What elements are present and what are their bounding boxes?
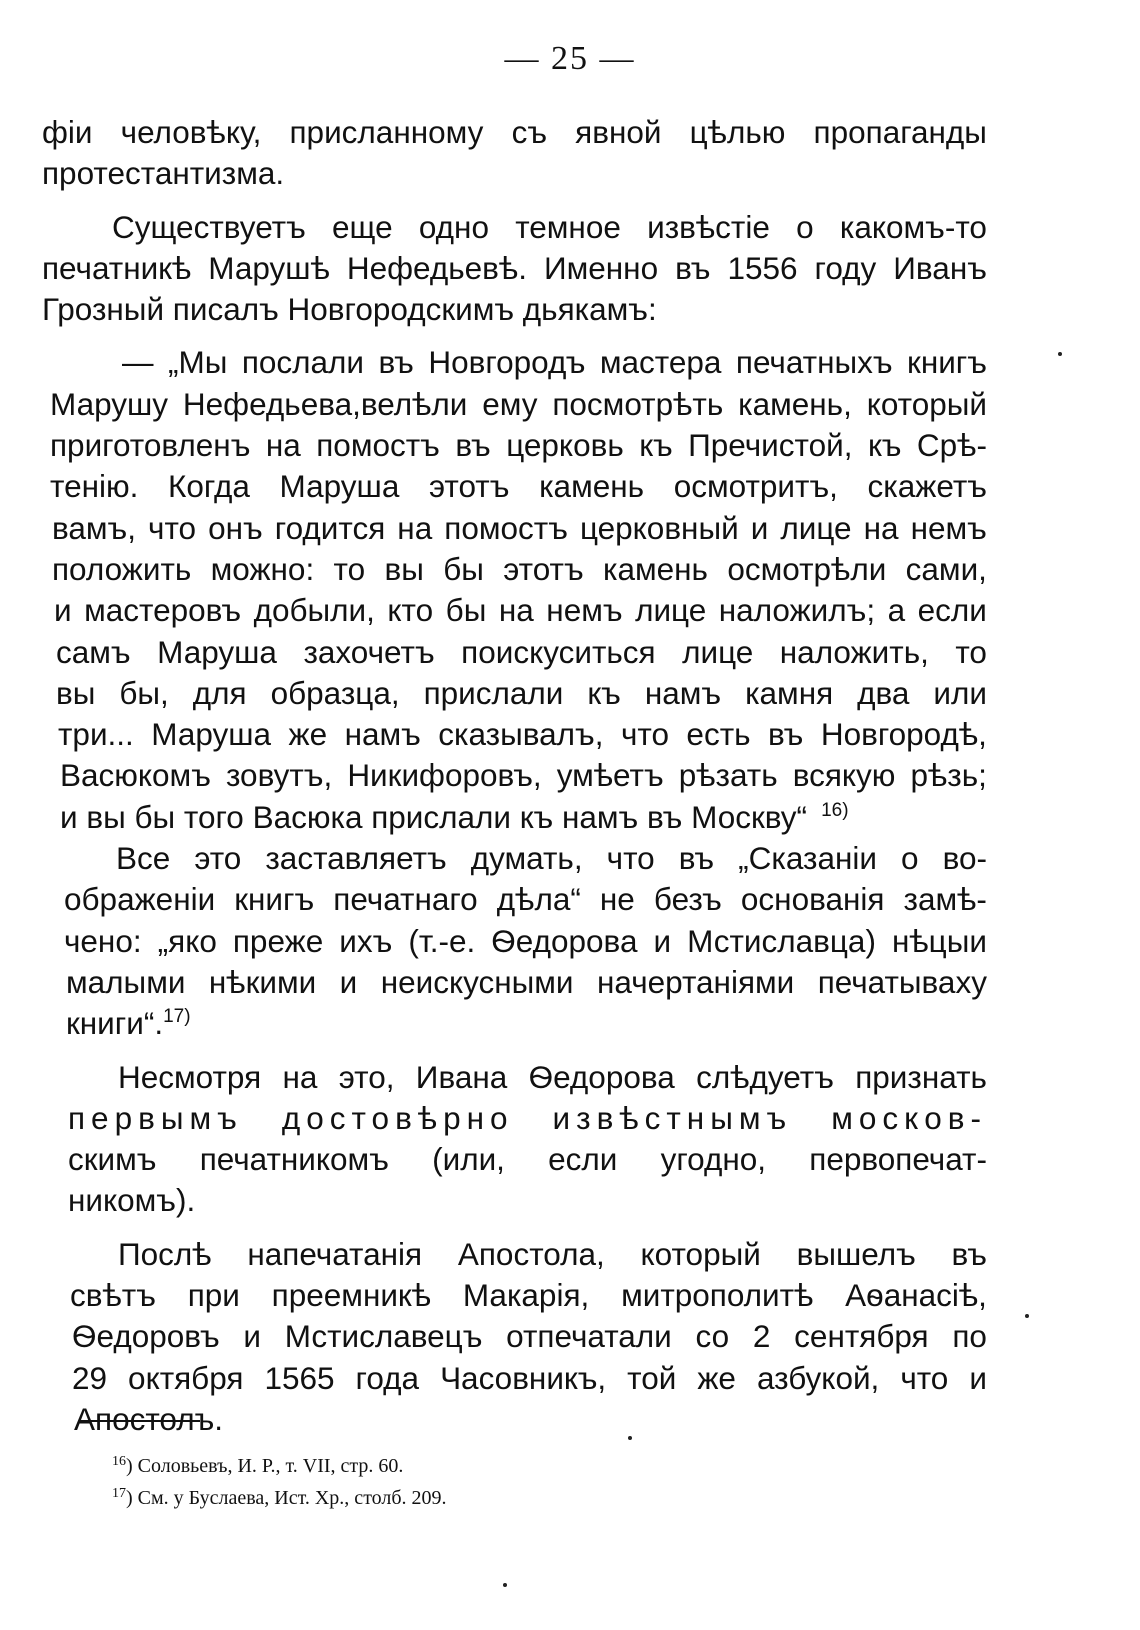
text-line	[42, 1139, 987, 1180]
text-line	[42, 797, 987, 838]
word: вы	[384, 550, 424, 587]
text-line	[42, 673, 987, 714]
word: бы	[443, 550, 484, 587]
word: скажетъ	[867, 468, 987, 505]
word: преемникѣ	[271, 1277, 432, 1314]
word: камень	[602, 550, 708, 587]
word: нѣцыи	[891, 922, 987, 959]
word: Мстиславецъ	[284, 1318, 483, 1355]
word: какомъ-то	[839, 208, 987, 245]
word: церковный	[579, 509, 739, 546]
word: что	[620, 716, 669, 753]
word: на	[397, 509, 433, 546]
text-line	[42, 549, 987, 590]
word: лице	[635, 592, 707, 629]
word: преже	[232, 922, 324, 959]
word: осмотрѣли	[727, 550, 887, 587]
word: Маруша	[157, 633, 277, 670]
word: кто	[387, 592, 434, 629]
word: (или,	[432, 1141, 505, 1178]
word: осмотритъ,	[673, 468, 838, 505]
word: зовутъ,	[225, 757, 333, 794]
scan-speck	[1025, 1314, 1029, 1318]
word: печатныхъ	[735, 344, 893, 381]
text-line	[42, 248, 987, 289]
word: Когда	[168, 468, 250, 505]
word: Существуетъ	[112, 208, 306, 245]
word: Мстиславца)	[687, 922, 876, 959]
text-line-content	[50, 466, 987, 507]
text-line	[42, 466, 987, 507]
word: а	[887, 592, 906, 629]
word: или	[933, 674, 987, 711]
word: москов-	[831, 1099, 987, 1136]
word: 2	[752, 1318, 771, 1355]
word: основанія	[740, 881, 885, 918]
word: о	[901, 840, 919, 877]
word: и	[54, 592, 72, 629]
word: рѣзь;	[910, 757, 987, 794]
word: помостъ	[444, 509, 568, 546]
word: помостъ	[316, 427, 440, 464]
text-line-content	[52, 508, 987, 549]
word: Марушѣ	[208, 249, 330, 286]
word: въ	[678, 840, 715, 877]
text-line	[42, 755, 987, 796]
word: одно	[418, 208, 489, 245]
word: же	[697, 1359, 736, 1396]
text-line	[42, 590, 987, 631]
word: „Сказаніи	[738, 840, 877, 877]
word: митрополитѣ	[621, 1277, 814, 1314]
word: вышелъ	[796, 1235, 916, 1272]
text-line	[42, 425, 987, 466]
word: ему	[482, 385, 538, 422]
word: въ	[455, 427, 491, 464]
word: не	[599, 881, 635, 918]
word: отпечатали	[506, 1318, 672, 1355]
word: съ	[511, 114, 547, 150]
text-line	[42, 342, 987, 383]
word: Пречистой,	[688, 427, 853, 464]
word: если	[917, 592, 987, 629]
text-line-content	[68, 1139, 987, 1180]
word: пропаганды	[813, 114, 987, 150]
body-text	[42, 112, 987, 1440]
text-line	[42, 714, 987, 755]
word: что	[148, 509, 197, 546]
text-line	[42, 1057, 987, 1098]
word: Несмотря	[118, 1058, 262, 1095]
word: Все	[116, 840, 171, 877]
word: захочетъ	[303, 633, 435, 670]
word: Ѳедоровъ	[72, 1318, 220, 1355]
word: и	[243, 1318, 262, 1355]
word: Аѳанасіѣ,	[845, 1277, 987, 1314]
word: послали	[241, 344, 365, 381]
text-line	[42, 632, 987, 673]
word: Часовникъ,	[440, 1359, 607, 1396]
word: наложить,	[779, 633, 929, 670]
word: немъ	[910, 509, 987, 546]
word: извѣстнымъ	[552, 1099, 793, 1136]
word: и	[750, 509, 769, 546]
footnote	[112, 1450, 712, 1482]
text-line	[42, 384, 987, 425]
word: положить	[52, 550, 192, 587]
footnote-ref: 17)	[163, 1006, 191, 1028]
word: Новгородъ	[428, 344, 586, 381]
text-line	[42, 1180, 987, 1221]
text-line-content	[72, 1358, 987, 1399]
text-line	[42, 962, 987, 1003]
text-line-content	[56, 673, 987, 714]
word: если	[548, 1141, 618, 1178]
word: мастеровъ	[84, 592, 242, 629]
word: печатникѣ	[42, 249, 192, 286]
word: умѣетъ	[556, 757, 664, 794]
word: малыми	[66, 963, 186, 1000]
word: цѣлью	[689, 114, 786, 150]
word: извѣстіе	[647, 208, 770, 245]
word: явной	[575, 114, 662, 150]
scan-speck	[628, 1436, 632, 1440]
word: бы	[445, 592, 487, 629]
word: наложилъ;	[718, 592, 876, 629]
word: можно:	[210, 550, 315, 587]
text-line-content	[122, 342, 987, 383]
word: Ѳедорова	[491, 922, 638, 959]
word: Макарія,	[462, 1277, 590, 1314]
footnote	[112, 1482, 712, 1514]
word: (т.-е.	[408, 922, 476, 959]
footnote-text: ) Соловьевъ, И. Р., т. VII, стр. 60.	[126, 1455, 404, 1477]
text-line	[42, 838, 987, 879]
word: камень,	[738, 385, 852, 422]
text-line-content	[52, 549, 987, 590]
word: Апостола,	[457, 1235, 605, 1272]
word: для	[192, 674, 247, 711]
word: и	[339, 963, 358, 1000]
word: тенію.	[50, 468, 139, 505]
text-line-content	[112, 207, 987, 248]
text-line-content	[60, 755, 987, 796]
word: Маруша	[151, 716, 272, 753]
word: сентября	[794, 1318, 929, 1355]
word: къ	[639, 427, 673, 464]
word: печатываху	[817, 963, 987, 1000]
word: въ	[951, 1235, 987, 1272]
word: чено:	[64, 922, 142, 959]
word: заставляетъ	[265, 840, 447, 877]
word: „Мы	[167, 344, 228, 381]
text-line-content: протестантизма.	[42, 155, 285, 192]
word: вы	[56, 674, 96, 711]
text-line-content	[50, 425, 987, 466]
word: человѣку,	[120, 114, 262, 150]
word: печатнаго	[333, 881, 478, 918]
word: на	[282, 1058, 318, 1095]
text-line-content	[70, 1275, 987, 1316]
word: Срѣ-	[916, 427, 987, 464]
text-line-content	[64, 921, 987, 962]
footnote-number: 16	[112, 1454, 126, 1469]
word: то	[955, 633, 987, 670]
word: годится	[274, 509, 386, 546]
word: ображеніи	[64, 881, 216, 918]
text-line	[42, 1098, 987, 1139]
word: въ	[378, 344, 414, 381]
word: еще	[332, 208, 393, 245]
word: всякую	[792, 757, 896, 794]
text-line-content	[72, 1316, 987, 1357]
text-line	[42, 1358, 987, 1399]
word: же	[288, 716, 328, 753]
word: сами,	[905, 550, 987, 587]
word: первопечат-	[809, 1141, 987, 1178]
word: камень	[539, 468, 645, 505]
word: бы,	[119, 674, 169, 711]
text-line-content	[118, 1057, 987, 1098]
word: „яко	[157, 922, 217, 959]
word: печатникомъ	[199, 1141, 389, 1178]
word: первымъ	[68, 1099, 243, 1136]
text-line	[42, 508, 987, 549]
word: начертаніями	[596, 963, 795, 1000]
word: книгъ	[234, 881, 315, 918]
text-line	[42, 289, 987, 330]
word: о	[796, 208, 814, 245]
word: къ	[587, 674, 621, 711]
word: темное	[515, 208, 621, 245]
text-line	[42, 879, 987, 920]
word: это,	[338, 1058, 395, 1095]
footnote-number: 17	[112, 1486, 126, 1501]
footnote-ref: 16)	[821, 799, 849, 821]
word: рѣзать	[678, 757, 778, 794]
word: книгъ	[907, 344, 987, 381]
text-line-content	[54, 590, 987, 631]
word: 1556	[727, 249, 798, 286]
footnotes	[112, 1450, 712, 1514]
word: присланному	[289, 114, 484, 150]
word: немъ	[546, 592, 623, 629]
word: думать,	[470, 840, 583, 877]
word: самъ	[56, 633, 131, 670]
word: при	[187, 1277, 240, 1314]
scan-speck	[503, 1583, 507, 1587]
word: церковь	[506, 427, 624, 464]
word: нѣкими	[208, 963, 317, 1000]
word: скимъ	[68, 1141, 157, 1178]
text-line-content	[66, 962, 987, 1003]
word: въ	[675, 249, 711, 286]
word: угодно,	[660, 1141, 767, 1178]
word: есть	[686, 716, 751, 753]
word: свѣтъ	[70, 1277, 156, 1314]
text-line-content	[58, 714, 987, 755]
text-line-content: Грозный писалъ Новгородскимъ дьякамъ:	[42, 291, 657, 328]
word: этотъ	[503, 550, 584, 587]
word: замѣ-	[903, 881, 987, 918]
word: камня	[745, 674, 834, 711]
footnote-divider	[80, 1420, 200, 1422]
text-line	[42, 207, 987, 248]
word: онъ	[208, 509, 263, 546]
word: по	[952, 1318, 987, 1355]
word: Нефедьева,велѣли	[182, 385, 468, 422]
word: то	[333, 550, 366, 587]
text-line-content	[64, 879, 987, 920]
word: октября	[128, 1359, 244, 1396]
word: на	[863, 509, 899, 546]
text-line	[42, 1316, 987, 1357]
word: безъ	[653, 881, 722, 918]
word: вамъ,	[52, 509, 136, 546]
text-line	[42, 1003, 987, 1044]
word: мастера	[599, 344, 722, 381]
word: 1565	[264, 1359, 335, 1396]
word: лице	[682, 633, 754, 670]
text-line-content: никомъ).	[68, 1182, 196, 1219]
word: что	[606, 840, 655, 877]
word: достовѣрно	[281, 1099, 514, 1136]
word: намъ	[344, 716, 421, 753]
word: Иванъ	[893, 249, 987, 286]
word: Никифоровъ,	[347, 757, 542, 794]
word: со	[695, 1318, 730, 1355]
page-number: — 25 —	[504, 40, 636, 77]
word: что	[900, 1359, 949, 1396]
text-line-content	[116, 838, 987, 879]
word: это	[194, 840, 242, 877]
word: добыли,	[253, 592, 375, 629]
word: признать	[855, 1058, 987, 1095]
word: ихъ	[339, 922, 393, 959]
text-line	[42, 1234, 987, 1275]
word: образца,	[270, 674, 400, 711]
word: Новгородѣ,	[820, 716, 987, 753]
text-line-content: Апостолъ.	[74, 1400, 224, 1437]
text-line-content	[56, 632, 987, 673]
word: и	[653, 922, 672, 959]
word: два	[857, 674, 910, 711]
word: Васюкомъ	[60, 757, 211, 794]
text-line	[42, 112, 987, 153]
word: на	[498, 592, 534, 629]
word: азбукой,	[756, 1359, 880, 1396]
text-line	[42, 1275, 987, 1316]
word: Маруша	[279, 468, 400, 505]
text-line-content	[42, 248, 987, 289]
word: Послѣ	[118, 1235, 212, 1272]
word: неискусными	[380, 963, 574, 1000]
word: къ	[867, 427, 902, 464]
word: напечатанія	[247, 1235, 423, 1272]
word: году	[814, 249, 877, 286]
text-line-content	[50, 384, 987, 425]
word: во-	[942, 840, 987, 877]
word: этотъ	[429, 468, 510, 505]
footnote-text: ) См. у Буслаева, Ист. Хр., столб. 209.	[126, 1487, 447, 1509]
text-line-content	[68, 1098, 987, 1139]
word: года	[355, 1359, 420, 1396]
word: слѣдуетъ	[696, 1058, 834, 1095]
word: фіи	[42, 114, 93, 150]
word: который	[640, 1235, 761, 1272]
word: три...	[58, 716, 134, 753]
word: приготовленъ	[50, 427, 251, 464]
text-line-content	[118, 1234, 987, 1275]
text-line-content	[42, 112, 987, 153]
word: Нефедьевѣ.	[346, 249, 527, 286]
word: Ивана	[415, 1058, 508, 1095]
word: въ	[767, 716, 804, 753]
text-line-content: книги“.	[66, 1005, 164, 1042]
word: лице	[780, 509, 852, 546]
word: Марушу	[50, 385, 169, 422]
word: посмотрѣть	[552, 385, 724, 422]
word: поискуситься	[461, 633, 656, 670]
text-line	[42, 921, 987, 962]
word: 29	[72, 1359, 108, 1396]
word: на	[265, 427, 301, 464]
word: той	[627, 1359, 677, 1396]
word: Именно	[543, 249, 659, 286]
text-line-content: и вы бы того Васюка прислали къ намъ въ Москву“	[60, 798, 808, 835]
word: дѣла“	[496, 881, 581, 918]
scan-speck	[1058, 352, 1062, 356]
word: намъ	[644, 674, 722, 711]
word: сказывалъ,	[438, 716, 604, 753]
text-line	[42, 153, 987, 194]
word: прислали	[423, 674, 564, 711]
word: Ѳедорова	[528, 1058, 675, 1095]
word: —	[122, 344, 154, 381]
word: который	[866, 385, 987, 422]
word: и	[969, 1359, 987, 1396]
